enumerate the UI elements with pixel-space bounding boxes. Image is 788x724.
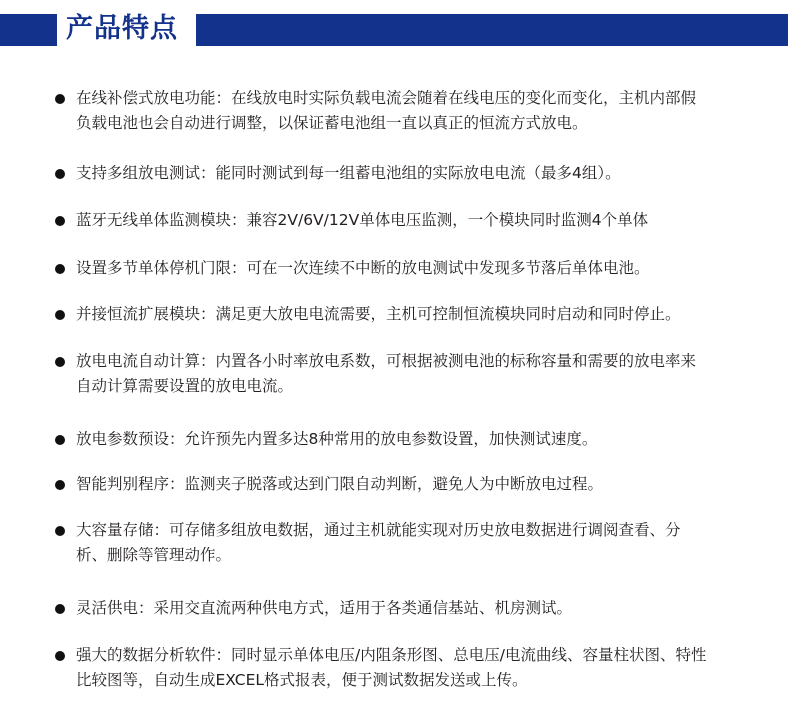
- feature-text: [76, 256, 766, 281]
- bullet-icon: [55, 604, 65, 614]
- feature-line: 蓝牙无线单体监测模块：兼容2V/6V/12V单体电压监测，一个模块同时监测4个单体: [76, 211, 649, 229]
- feature-text: [76, 596, 766, 621]
- bullet-icon: [55, 216, 65, 226]
- feature-line: 放电参数预设：允许预先内置多达8种常用的放电参数设置，加快测试速度。: [76, 430, 598, 448]
- feature-line: 支持多组放电测试：能同时测试到每一组蓄电池组的实际放电电流（最多4组）。: [76, 164, 621, 182]
- feature-line: 自动计算需要设置的放电电流。: [76, 377, 294, 395]
- bullet-icon: [55, 310, 65, 320]
- feature-text: [76, 472, 766, 497]
- feature-text: [76, 643, 766, 693]
- feature-line: 比较图等，自动生成EXCEL格式报表，便于测试数据发送或上传。: [76, 671, 528, 689]
- bullet-icon: [55, 526, 65, 536]
- bullet-icon: [55, 480, 65, 490]
- feature-text: [76, 161, 766, 186]
- bullet-icon: [55, 651, 65, 661]
- section-title: 产品特点: [66, 13, 178, 44]
- bullet-icon: [55, 169, 65, 179]
- bullet-icon: [55, 264, 65, 274]
- feature-line: 析、删除等管理动作。: [76, 546, 232, 564]
- feature-text: [76, 208, 766, 233]
- bullet-icon: [55, 435, 65, 445]
- feature-line: 放电电流自动计算：内置各小时率放电系数，可根据被测电池的标称容量和需要的放电率来: [76, 352, 697, 370]
- feature-line: 灵活供电：采用交直流两种供电方式，适用于各类通信基站、机房测试。: [76, 599, 573, 617]
- feature-text: [76, 302, 766, 327]
- feature-line: 并接恒流扩展模块：满足更大放电电流需要，主机可控制恒流模块同时启动和同时停止。: [76, 305, 681, 323]
- feature-line: 大容量存储：可存储多组放电数据，通过主机就能实现对历史放电数据进行调阅查看、分: [76, 521, 681, 539]
- bullet-icon: [55, 94, 65, 104]
- feature-text: [76, 86, 766, 136]
- feature-text: [76, 518, 766, 568]
- feature-line: 设置多节单体停机门限：可在一次连续不中断的放电测试中发现多节落后单体电池。: [76, 259, 650, 277]
- feature-line: 强大的数据分析软件：同时显示单体电压/内阻条形图、总电压/电流曲线、容量柱状图、特性: [76, 646, 707, 664]
- feature-line: 智能判别程序：监测夹子脱落或达到门限自动判断，避免人为中断放电过程。: [76, 475, 604, 493]
- bullet-icon: [55, 357, 65, 367]
- feature-text: [76, 427, 766, 452]
- feature-line: 在线补偿式放电功能：在线放电时实际负载电流会随着在线电压的变化而变化，主机内部假: [76, 89, 697, 107]
- feature-line: 负载电池也会自动进行调整，以保证蓄电池组一直以真正的恒流方式放电。: [76, 114, 588, 132]
- feature-text: [76, 349, 766, 399]
